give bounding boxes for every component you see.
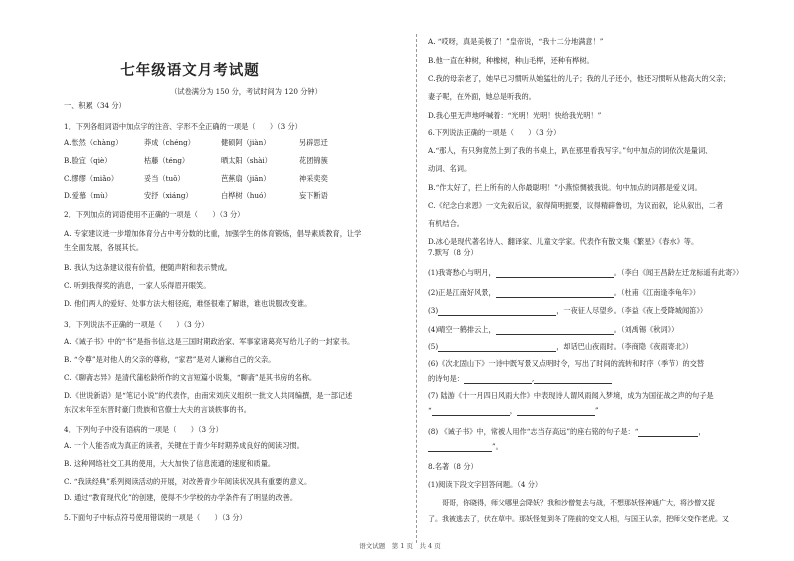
- question-3-line: A.《诫子书》中的“书”是指书信,这是三国时期政治家、军事家诸葛亮写给儿子的一封家书。: [64, 337, 355, 346]
- option-cell: 妥当（tuǒ）: [144, 174, 185, 183]
- question-4-line: D. 通过“教育现代化”的创建，使得不少学校的办学条件有了明显的改善。: [64, 493, 298, 502]
- recitation-suffix: ，却话巴山夜雨时。（李商隐《夜雨寄北》）: [556, 342, 693, 351]
- answer-blank[interactable]: [438, 307, 556, 316]
- recitation-line: [428, 374, 612, 384]
- answer-blank[interactable]: [517, 407, 595, 416]
- question-5-option: C.我的母亲老了，她早已习惯听从她猛壮的儿子；我的儿子还小，他还习惯听从他高大的父亲；: [428, 74, 731, 83]
- quote-open: “: [428, 406, 432, 415]
- question-2-line: B. 我认为这条建议很有价值，便随声附和表示赞成。: [64, 263, 232, 272]
- page-subtitle: （试卷满分为 150 分，考试时间为 120 分钟）: [170, 87, 322, 96]
- question-1-options-row: [64, 138, 379, 148]
- answer-blank[interactable]: [496, 289, 614, 298]
- answer-blank[interactable]: [432, 407, 510, 416]
- section-heading: 一、积累（34 分）: [64, 101, 126, 110]
- option-cell: 莽成（chéng）: [144, 138, 195, 147]
- question-3-stem: 3．下列说法不正确的一项是（ ）（3 分）: [64, 320, 209, 329]
- quote-close: ”: [594, 406, 599, 415]
- question-2-line: A. 专家建议进一步增加体育分占中考分数的比重，加强学生的体育锻炼，倡导素质教育，让学: [64, 229, 362, 238]
- question-5-option: A. “哎呀，真是美极了！”皇帝说，“我十二分地满意！”: [428, 37, 604, 46]
- question-2-line: D. 他们两人的爱好、处事方法大相径庭，难怪很难了解谁，谁也说服改变谁。: [64, 299, 312, 308]
- question-6-stem: 6.下列说法正确的一项是（ ）（3 分）: [428, 128, 561, 137]
- recitation-suffix: 。（刘禹锡《秋词》）: [613, 325, 679, 334]
- question-6-line: B.“作太好了，拦上所有的人你最聪明！”小燕惊惆被我说。句中加点的词都是爱义词。: [428, 183, 702, 192]
- option-cell: 白桦树（huó）: [221, 191, 271, 200]
- recitation-line: [428, 268, 743, 278]
- question-3-line: B. “令尊”是对他人的父亲的尊称，“家君”是对人谦称自己的父亲。: [64, 355, 276, 364]
- recitation-separator: ,: [531, 374, 535, 383]
- recitation-suffix: 。（杜甫《江南逢李龟年》）: [613, 288, 700, 297]
- question-3-line: C.《聊斋志异》是清代蒲松龄所作的文言短篇小说集，“聊斋”是其书房的名称。: [64, 373, 317, 382]
- option-cell: B.脸宜（qiè）: [64, 156, 112, 165]
- recitation-line: [428, 342, 693, 352]
- option-cell: 花团锦簇: [299, 156, 328, 165]
- answer-blank[interactable]: [438, 343, 556, 352]
- recitation-prefix: (3): [428, 306, 439, 315]
- option-cell: 神采奕奕: [299, 174, 328, 183]
- option-cell: 芭蕉扇（jiān）: [221, 174, 271, 183]
- passage-line: 哥哥，你晓得，师父哪里会降妖？我和沙僧复去与战，不想那妖怪神通广大，将沙僧又捉: [442, 499, 715, 507]
- question-3-line: D.《世说新语》是“笔记小说”的代表作，由南宋刘庆义组织一批文人共同编撰，是一部记述: [64, 391, 353, 400]
- question-2-stem: 2．下列加点的词语使用不正确的一项是（ ）（3 分）: [64, 210, 245, 219]
- column-divider: [416, 34, 417, 543]
- question-6-line: 有机结合。: [428, 219, 464, 228]
- answer-blank[interactable]: [496, 269, 614, 278]
- option-cell: 另辟思迁: [299, 138, 328, 147]
- recitation-line: (7) 陆游《十一月四日风雨大作》中表现诗人谓风雨闻入梦境，成为为国征战之声的句子是: [428, 391, 714, 400]
- question-4-line: C. “我读经典”系列阅读活动的开展，对改善青少年阅读状况具有重要的意义。: [64, 477, 312, 486]
- left-column: [64, 0, 404, 561]
- option-cell: C.缪缪（miǎo）: [64, 174, 119, 183]
- recitation-line: [428, 288, 700, 298]
- recitation-line: [428, 442, 503, 452]
- recitation-prefix: (5): [428, 342, 439, 351]
- question-6-line: C.《纪念白求恩》一文先叙后议，叙得简明扼要，议得精辟鲁切，为议而叙，论从叙出，二者: [428, 201, 724, 210]
- question-3-line: 东汉末年至东晋时豪门贵族和官僚士大夫的言谈轶事的书。: [64, 405, 251, 414]
- answer-blank[interactable]: [428, 443, 492, 452]
- answer-blank[interactable]: [638, 428, 698, 437]
- option-cell: 安抒（xiáng）: [144, 191, 193, 200]
- question-5-option: 妻子呢，在外面，她总是听我的。: [428, 92, 536, 101]
- question-1-options-row: [64, 174, 379, 184]
- recitation-separator: ，: [509, 406, 517, 415]
- option-cell: A.怅然（chàng）: [64, 138, 123, 147]
- recitation-line: (6)《次北固山下》一诗中既写景又点明时令，写出了时间的流转和时序（季节）的交替: [428, 359, 705, 368]
- passage-line: 了。我被逃去了，伏在草中。那妖怪复到冬了陛前的变文人相，与国王认亲，把师父变作老虎。又: [428, 515, 729, 523]
- question-4-stem: 4．下列句子中没有语病的一项是（ ）（3 分）: [64, 425, 223, 434]
- recitation-line: [428, 427, 706, 437]
- question-1-options-row: [64, 156, 379, 166]
- question-6-line: 动词、名词。: [428, 164, 472, 173]
- recitation-line: [428, 406, 599, 416]
- question-5-option: D.我心里无声地呼喊着：“光明！光明！快给我光明！”: [428, 111, 602, 120]
- recitation-prefix: (1)我寄愁心与明月，: [428, 268, 496, 277]
- recitation-suffix: ，一夜征人尽望乡。（李益《夜上受降城闻笛》）: [556, 306, 708, 315]
- recitation-prefix: 的诗句是：: [428, 374, 464, 383]
- recitation-prefix: (4)晴空一鹤排云上，: [428, 325, 496, 334]
- option-cell: 健硕阿（jiàn）: [221, 138, 271, 147]
- question-1-stem: 1．下列各组词语中加点字的注音、字形不全正确的一项是（ ）（3 分）: [64, 122, 302, 131]
- question-4-line: A. 一个人能否成为真正的读者，关键在于青少年时期养成良好的阅读习惯。: [64, 441, 304, 450]
- option-cell: 晒太阳（shài）: [221, 156, 272, 165]
- question-8-subquestion: (1)阅读下段文字回答问题。（4 分）: [428, 480, 543, 489]
- recitation-separator: ，: [698, 427, 706, 436]
- option-cell: 妄下断语: [299, 191, 328, 200]
- question-8-stem: 8.名著（8 分）: [428, 462, 478, 471]
- recitation-suffix: 。（李白《闻王昌龄左迁龙标遥有此寄》）: [613, 268, 744, 277]
- answer-blank[interactable]: [464, 374, 535, 384]
- question-1-options-row: [64, 191, 379, 201]
- question-4-line: B. 这种网络社交工具的使用，大大加快了信息流通的速度和质量。: [64, 459, 276, 468]
- page-title: 七年级语文月考试题: [120, 62, 260, 79]
- question-7-stem: 7.默写（8 分）: [428, 248, 478, 257]
- recitation-line: [428, 325, 678, 335]
- answer-blank[interactable]: [531, 374, 612, 384]
- right-column: [428, 0, 768, 561]
- question-5-stem: 5.下面句子中标点符号使用错误的一项是（ ）（3 分）: [64, 513, 247, 522]
- option-cell: D.爱慕（mù）: [64, 191, 112, 200]
- recitation-prefix: (8) 《诫子书》中，常被人用作“志当存高远”的座右铭的句子是：“: [428, 427, 639, 436]
- recitation-prefix: (2)正是江南好风景，: [428, 288, 496, 297]
- recitation-line: [428, 306, 707, 316]
- question-5-option: B.他一直在种树，种橡树，种山毛榉，还种有桦树。: [428, 56, 594, 65]
- answer-blank[interactable]: [496, 326, 614, 335]
- option-cell: 枯藤（téng）: [144, 156, 190, 165]
- page-footer: 语文试题 第 1 页 共 4 页: [359, 542, 441, 550]
- question-2-line: C. 听到我得奖的消息，一家人乐得眉开眼笑。: [64, 281, 211, 290]
- question-6-line: D.冰心是现代著名诗人、翻译家、儿童文学家。代表作有散文集《繁星》《春水》等。: [428, 237, 699, 246]
- question-6-line: A.“那人，有只狗竟然上到了我的书桌上，趴在那里看我写字。”句中加点的词依次是量词、: [428, 146, 713, 155]
- question-2-line: 生全面发展，各展其长。: [64, 243, 144, 252]
- recitation-suffix: ”。: [492, 442, 503, 451]
